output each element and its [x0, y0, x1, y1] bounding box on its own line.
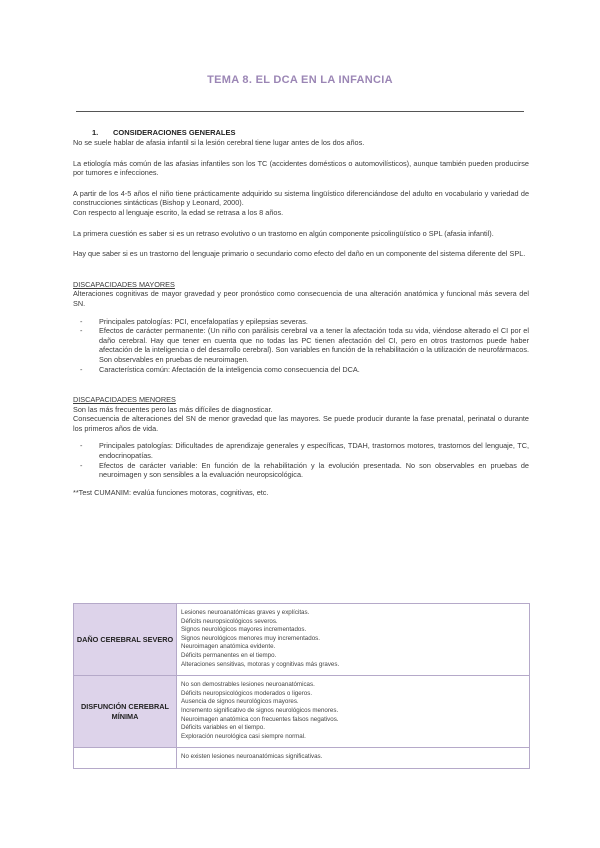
document-title: TEMA 8. EL DCA EN LA INFANCIA — [207, 74, 393, 86]
comparison-table — [73, 603, 530, 769]
list-item: - Efectos de carácter variable: En función de la rehabilitación y la evolución presentada. No son observables en pruebas de neuroimagen y son sensibles a la evaluación neuropsicológica. — [99, 461, 529, 480]
paragraph: Con respecto al lenguaje escrito, la edad se retrasa a los 8 años. — [73, 207, 284, 217]
section-number: 1. — [92, 128, 99, 137]
row-label — [74, 748, 177, 769]
description-line: Ausencia de signos neurológicos mayores. — [181, 698, 299, 706]
section-title: CONSIDERACIONES GENERALES — [113, 128, 236, 137]
table-row — [74, 748, 530, 769]
description-line: Alteraciones sensitivas, motoras y cognitivas más graves. — [181, 660, 340, 668]
list-item: - Característica común: Afectación de la inteligencia como consecuencia del DCA. — [99, 365, 529, 375]
test-note: **Test CUMANIM: evalúa funciones motoras, cognitivas, etc. — [73, 487, 269, 497]
paragraph: A partir de los 4-5 años el niño tiene prácticamente adquirido su sistema lingüístico diferenciándose del adulto en vocabulario y variedad de construcciones sintácticas (Bishop y Leonard, 2000). — [73, 188, 529, 208]
description-line: Incremento significativo de signos neurológicos menores. — [181, 706, 339, 714]
row-label: DAÑO CEREBRAL SEVERO — [74, 604, 177, 676]
bullet-list-menores — [73, 441, 529, 479]
description-line: Lesiones neuroanatómicas graves y explícitas. — [181, 609, 310, 616]
subsection-heading-menores: DISCAPACIDADES MENORES — [73, 395, 176, 405]
description-line: No existen lesiones neuroanatómicas significativas. — [181, 753, 323, 761]
table-row — [74, 676, 530, 748]
description-line: Exploración neurológica casi siempre normal. — [181, 732, 306, 740]
row-description — [177, 604, 530, 676]
row-description — [177, 748, 530, 769]
description-line: Signos neurológicos menores muy incrementados. — [181, 634, 320, 642]
description-line: Neuroimagen anatómica evidente. — [181, 643, 276, 651]
description-line: No son demostrables lesiones neuroanatómicas. — [181, 681, 315, 689]
paragraph: La etiología más común de las afasias infantiles son los TC (accidentes domésticos o automovilísticos), aunque también pueden producirse por tumores e infecciones. — [73, 158, 529, 178]
table-row — [74, 604, 530, 676]
description-line: Neuroimagen anatómica con frecuentes falsos negativos. — [181, 715, 339, 723]
title-divider — [76, 111, 524, 112]
description-line: Signos neurológicos mayores incrementados. — [181, 626, 307, 634]
description-line: Déficits neuropsicológicos severos. — [181, 617, 278, 625]
bullet-list-mayores — [73, 317, 529, 375]
list-item: - Efectos de carácter permanente: (Un niño con parálisis cerebral va a tener la afectación toda su vida, viéndose alterado el CI por el daño cerebral. Hay que tener en cuenta que no todas las PC tienen afectación del CI, pero en otros trastornos puede haber afectación de la inteligencia o del desarrollo cerebral). Son variables en función de la rehabilitación o la utilización de neurofármacos. Son observables en pruebas de neuroimagen. — [99, 326, 529, 364]
row-description — [177, 676, 530, 748]
description-line: Déficits variables en el tiempo. — [181, 724, 265, 732]
subsection-heading-mayores: DISCAPACIDADES MAYORES — [73, 279, 175, 289]
list-item: - Principales patologías: Dificultades de aprendizaje generales y específicas, TDAH, trastornos motores, trastornos del lenguaje, TC, endocrinopatías. — [99, 441, 529, 460]
paragraph: Consecuencia de alteraciones del SN de menor gravedad que las mayores. Se puede producir durante la fase prenatal, perinatal o durante los primeros años de vida. — [73, 414, 529, 433]
document-body — [73, 128, 529, 497]
paragraph: Alteraciones cognitivas de mayor gravedad y peor pronóstico como consecuencia de una alteración anatómica y funcional más severa del SN. — [73, 289, 529, 308]
row-label: DISFUNCIÓN CEREBRAL MÍNIMA — [74, 676, 177, 748]
section-heading — [73, 128, 529, 138]
paragraph: Son las más frecuentes pero las más difíciles de diagnosticar. — [73, 404, 273, 414]
description-line: Déficits permanentes en el tiempo. — [181, 651, 277, 659]
paragraph: La primera cuestión es saber si es un retraso evolutivo o un trastorno en algún componente psicolingüístico o SPL (afasia infantil). — [73, 228, 494, 238]
list-item: - Principales patologías: PCI, encefalopatías y epilepsias severas. — [99, 317, 529, 327]
paragraph: No se suele hablar de afasia infantil si la lesión cerebral tiene lugar antes de los dos años. — [73, 138, 365, 147]
description-line: Déficits neuropsicológicos moderados o ligeros. — [181, 689, 313, 697]
paragraph: Hay que saber si es un trastorno del lenguaje primario o secundario como efecto del daño en un componente del sistema diferente del SPL. — [73, 249, 526, 259]
